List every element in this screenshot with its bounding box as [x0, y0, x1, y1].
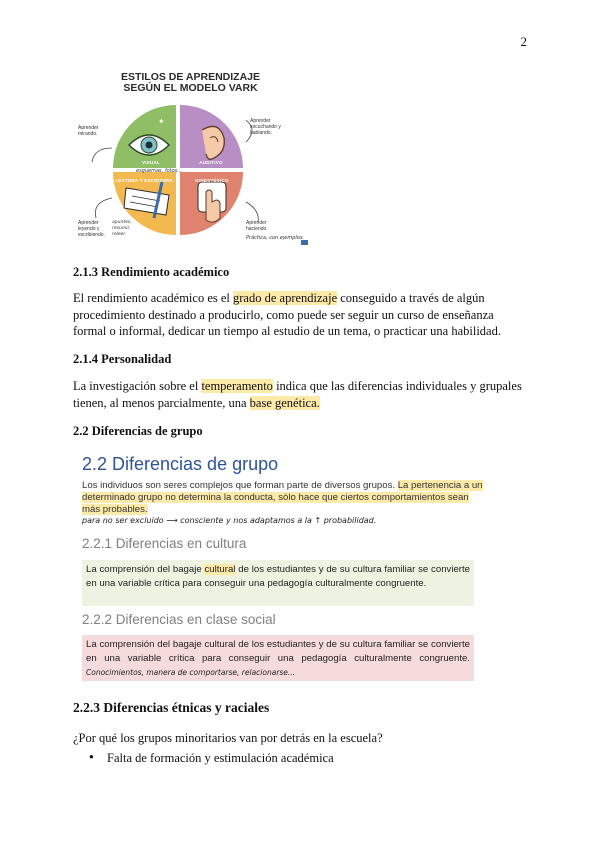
text: La comprensión del bagaje — [86, 564, 205, 575]
slide-line-2: determinado grupo no determina la conducta, sólo hace que ciertos comportamientos sean — [82, 492, 469, 503]
text: Los individuos son seres complejos que forman parte de diversos grupos. — [82, 480, 398, 491]
section-heading-2-2-3: 2.2.3 Diferencias étnicas y raciales — [73, 700, 270, 715]
question-text: ¿Por qué los grupos minoritarios van por detrás en la escuela? — [73, 731, 383, 745]
lectura-label: LECTURA Y ESCRITURA — [115, 178, 173, 183]
highlight-cultural: cultural — [204, 564, 236, 575]
page-number: 2 — [520, 34, 527, 49]
section-heading-2-1-4: 2.1.4 Personalidad — [73, 352, 172, 366]
clase-social-handwritten: Conocimientos, manera de comportarse, relacionarse... — [86, 668, 296, 677]
slide-subheading-cultura: 2.2.1 Diferencias en cultura — [82, 536, 247, 551]
visual-handwritten: esquemas, fotos... — [136, 168, 183, 174]
slide-line-1 — [82, 480, 483, 491]
text: de los estudiantes y de su cultura familiar se convierte en una variable crítica para conseguir una pedagogía culturalmente congruente. — [86, 564, 470, 589]
text: La comprensión del bagaje cultural de los estudiantes y de su cultura familiar se convierte en una variable crítica para conseguir una pedagogía culturalmente congruente. — [86, 639, 470, 664]
slide-handwritten-note: para no ser excluido ⟶ consciente y nos adaptamos a la ↑ probabilidad. — [82, 516, 377, 525]
cultura-box — [82, 560, 474, 606]
vark-infographic — [74, 70, 314, 250]
clase-social-box — [82, 635, 474, 681]
auditivo-label: AUDITIVO — [199, 160, 223, 165]
lectura-note: Aprender leyendo y escribiendo. — [78, 220, 105, 238]
bullet-list — [73, 751, 334, 766]
slide-title: 2.2 Diferencias de grupo — [82, 454, 279, 474]
kinestesico-note: Aprender haciendo. — [246, 220, 268, 232]
visual-label: VISUAL — [141, 160, 161, 165]
highlight-base-genetica: base genética. — [249, 395, 320, 410]
text: conseguido a través de algún procedimiento destinado a producirlo, como puede ser seguir un curso de enseñanza formal o informal, dedicar un tiempo al estudio de un tema, o practicar una habilidad. — [73, 291, 501, 338]
visual-note: Aprender mirando. — [78, 125, 99, 137]
lectura-handwritten: apuntes, resumir, releer — [112, 220, 132, 237]
text: indica que las diferencias individuales y grupales tienen, al menos parcialmente, una — [73, 379, 522, 410]
vark-title-line2: SEGÚN EL MODELO VARK — [123, 82, 258, 94]
paragraph-personalidad — [73, 378, 529, 411]
text: La investigación sobre el — [73, 379, 202, 393]
slide-line-3: más probables. — [82, 504, 148, 515]
kinestesico-handwritten: Práctica, con ejemplos. — [246, 235, 305, 241]
auditivo-note: Aprender escuchando y hablando. — [250, 118, 281, 136]
list-item: ● Falta de formación y estimulación académica — [73, 751, 334, 766]
text: El rendimiento académico es el — [73, 291, 234, 305]
paragraph-rendimiento — [73, 290, 529, 340]
vark-title-line1: ESTILOS DE APRENDIZAJE — [120, 71, 261, 83]
kinestesico-label: KINESTÉSICO — [195, 178, 229, 183]
slide-highlight: La pertenencia a un — [397, 480, 483, 491]
section-heading-2-2: 2.2 Diferencias de grupo — [73, 424, 203, 438]
section-heading-2-1-3: 2.1.3 Rendimiento académico — [73, 265, 230, 279]
slide-screenshot — [82, 452, 482, 692]
svg-text:✦: ✦ — [158, 117, 165, 126]
highlight-grado: grado de aprendizaje — [233, 291, 338, 305]
svg-text:✦: ✦ — [225, 119, 232, 128]
slide-subheading-clase-social: 2.2.2 Diferencias en clase social — [82, 612, 276, 627]
highlight-temperamento: temperamento — [201, 379, 273, 393]
vark-title — [118, 72, 263, 94]
